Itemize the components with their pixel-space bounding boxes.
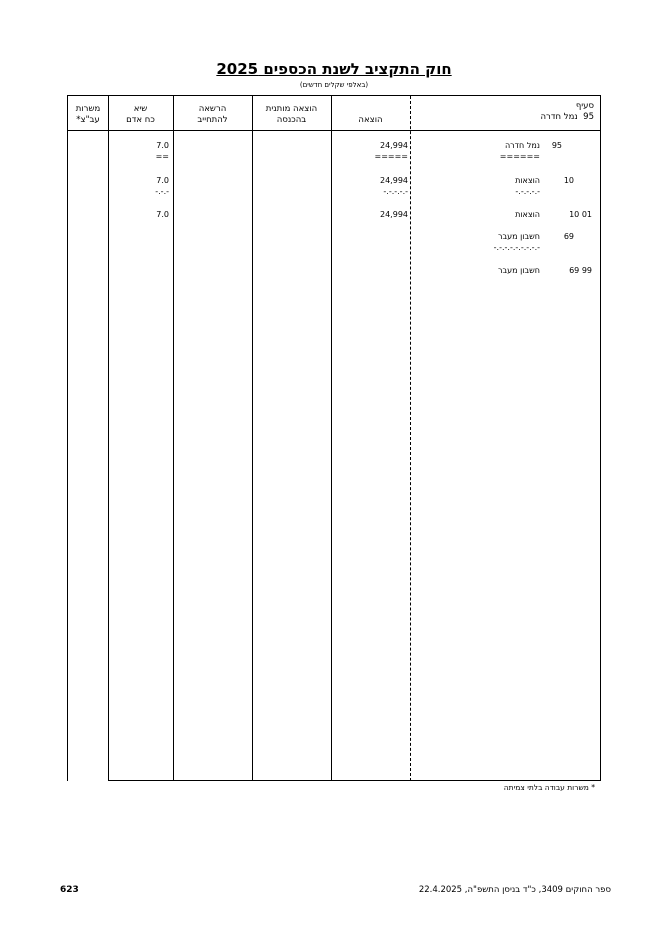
page-subtitle: (באלפי שקלים חדשים) [299, 81, 369, 89]
table-bottom-line [108, 780, 600, 781]
budget-table [67, 95, 601, 781]
row-name: הוצאות [515, 176, 540, 185]
header-conditional-expense: הוצאה מותנית בהכנסה [265, 104, 318, 125]
column-divider [331, 96, 332, 781]
expense-underline: ===== [374, 152, 408, 161]
publication-line: ספר החוקים 3409, כ"ד בניסן התשפ"ה, 22.4.2025 [418, 885, 611, 895]
manpower-value: 7.0 [156, 210, 169, 219]
page-title: חוק התקציב לשנת הכספים 2025 [216, 60, 452, 78]
column-divider [410, 96, 411, 781]
row-name: חשבון מעבר [497, 266, 540, 275]
manpower-underline: == [155, 152, 169, 161]
manpower-value: 7.0 [156, 176, 169, 185]
page-number: 623 [60, 885, 79, 895]
expense-value: 24,994 [380, 141, 408, 150]
column-divider [108, 96, 109, 781]
row-underline: -.-.-.-.- [515, 187, 540, 196]
row-code: 10 01 [569, 210, 592, 219]
header-divider [68, 130, 600, 131]
row-code: 10 [563, 176, 574, 185]
column-divider [173, 96, 174, 781]
manpower-underline: -.-.- [155, 187, 169, 196]
footnote: * משרות עבודה בלתי צמיתה [503, 783, 595, 792]
header-manpower: שיא כח אדם [126, 104, 155, 125]
column-divider [252, 96, 253, 781]
header-positions: משרות עב"צ* [75, 104, 101, 125]
row-code: 95 [551, 141, 562, 150]
expense-value: 24,994 [380, 176, 408, 185]
row-code: 69 99 [569, 266, 592, 275]
row-name: נמל חדרה [504, 141, 540, 150]
header-authorization: הרשאה להתחייב [197, 104, 228, 125]
header-section: סעיף 95 נמל חדרה [540, 101, 594, 122]
row-underline: -.-.-.-.-.-.-.-.- [493, 243, 540, 252]
row-code: 69 [563, 232, 574, 241]
expense-value: 24,994 [380, 210, 408, 219]
manpower-value: 7.0 [156, 141, 169, 150]
row-name: הוצאות [515, 210, 540, 219]
row-name: חשבון מעבר [497, 232, 540, 241]
header-expense: הוצאה [358, 115, 383, 125]
expense-underline: -.-.-.-.- [383, 187, 408, 196]
row-underline: ====== [499, 152, 540, 161]
